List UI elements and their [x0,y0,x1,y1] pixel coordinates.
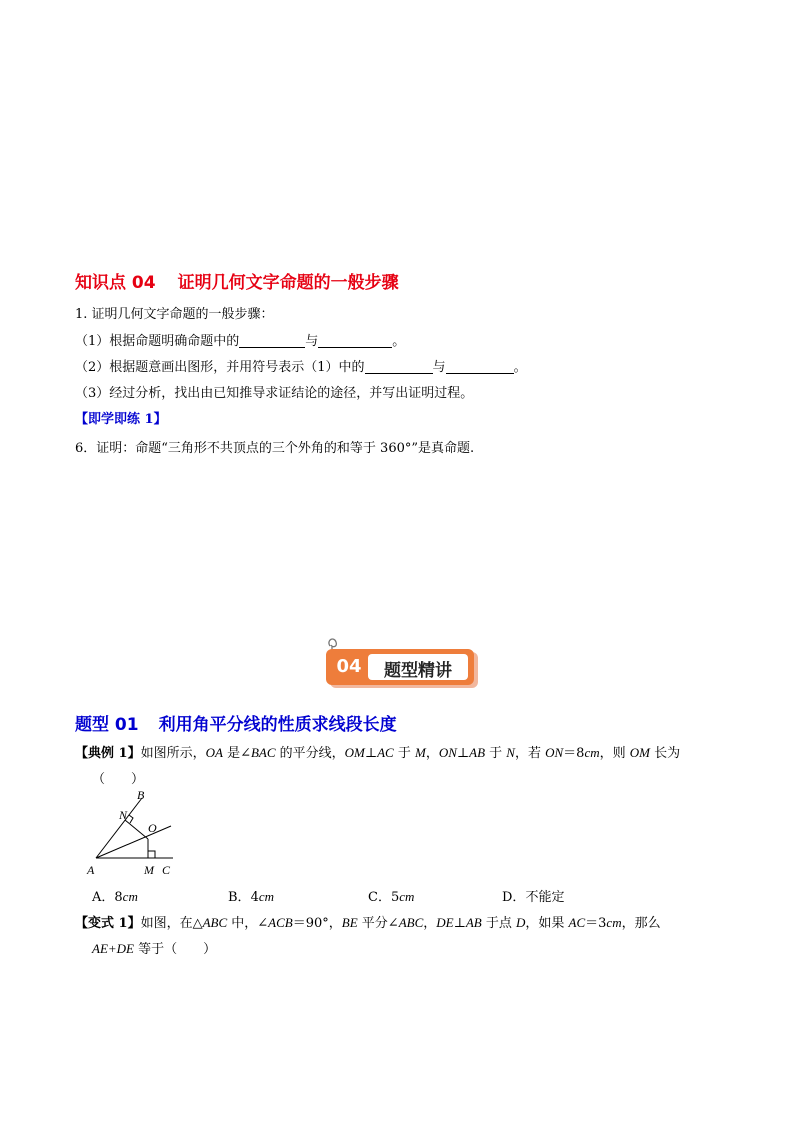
math: ON [545,745,564,760]
math: ABC [202,915,228,930]
right-angle-mark-n [129,815,133,823]
variant-1 [75,912,661,931]
step-1 [75,330,405,349]
math: OM [629,745,650,760]
option-unit: cm [258,889,275,904]
math: AE+DE [92,941,134,956]
label-a: A [87,863,95,877]
option-c[interactable] [368,886,414,905]
text: 是∠ [222,746,251,761]
option-letter: A． [92,890,115,905]
fill-blank[interactable] [239,333,305,348]
label-o: O [148,821,157,835]
text: ＝3 [585,916,607,931]
label-c: C [162,863,171,877]
math: BAC [250,745,276,760]
step-2-text: （2）根据题意画出图形，并用符号表示（1）中的 [75,360,365,375]
step-1-text: （1）根据命题明确命题中的 [75,334,240,349]
text: ，如果 [525,916,569,931]
example-tag: 【典例 1】 [75,746,141,761]
banner-number: 04 [336,656,362,677]
math: D [515,915,526,930]
text: 长为 [649,746,681,761]
text: ＝90°， [292,916,342,931]
label-b: B [137,788,145,802]
section-heading-type01 [75,710,397,735]
math: OM⊥AC [344,745,394,760]
text: 于点 [481,916,516,931]
text: ， [423,916,437,931]
bisector-oa [96,826,171,858]
answer-paren: （ ） [92,772,145,787]
heading-title: 利用角平分线的性质求线段长度 [158,715,397,735]
text: ，则 [599,746,630,761]
text: 中，∠ [227,916,269,931]
segment-on [125,820,148,839]
text: 于 [485,746,507,761]
step-3: （3）经过分析，找出由已知推导求证结论的途径，并写出证明过程。 [75,386,474,401]
heading-number: 题型 01 [75,715,139,735]
fill-blank[interactable] [318,333,392,348]
label-n: N [119,808,128,822]
option-value: 8 [114,890,123,905]
question-6: 6．证明：命题“三角形不共顶点的三个外角的和等于 360°”是真命题. [75,441,475,456]
option-letter: B． [228,890,251,905]
variant-1-line2 [92,938,216,957]
math: DE⊥AB [436,915,482,930]
math: ABC [398,915,424,930]
text: 如图所示， [140,746,206,761]
banner-title: 题型精讲 [384,661,452,681]
text: 的平分线， [275,746,345,761]
math: cm [584,745,600,760]
math: N [506,745,515,760]
text: 等于（ ） [133,942,217,957]
text: ＝8 [563,746,585,761]
clip-icon [329,639,337,647]
math: AC [568,915,586,930]
heading-title: 证明几何文字命题的一般步骤 [177,273,399,293]
step-1-and: 与 [305,334,319,349]
option-a[interactable] [92,886,138,905]
text: ，若 [514,746,546,761]
example-1 [75,742,680,761]
section-heading-kp04 [75,268,399,293]
right-angle-mark-m [148,851,155,858]
step-2-end: 。 [513,360,527,375]
option-value: 不能定 [525,890,565,905]
heading-number: 知识点 04 [75,273,156,293]
option-unit: cm [399,889,415,904]
practice-tag: 【即学即练 1】 [75,412,167,427]
math: BE [341,915,358,930]
text: 平分∠ [357,916,399,931]
text: 于 [393,746,415,761]
item-1: 1. 证明几何文字命题的一般步骤： [75,307,274,322]
geometry-figure [85,788,185,880]
step-1-end: 。 [392,334,406,349]
option-letter: C． [368,890,391,905]
text: ，那么 [621,916,661,931]
step-2 [75,356,527,375]
option-value: 4 [250,890,259,905]
option-value: 5 [390,890,400,905]
step-2-and: 与 [432,360,446,375]
math: M [415,745,426,760]
math: ACB [268,915,293,930]
math: OA [205,745,223,760]
text: 如图，在△ [140,916,203,931]
label-m: M [144,863,154,877]
fill-blank[interactable] [365,359,433,374]
math: cm [606,915,622,930]
option-letter: D． [502,890,526,905]
section-banner [324,636,480,698]
math: ON⊥AB [438,745,486,760]
option-b[interactable] [228,886,274,905]
option-d[interactable] [502,886,564,905]
fill-blank[interactable] [446,359,514,374]
option-unit: cm [122,889,138,904]
text: ， [425,746,439,761]
variant-tag: 【变式 1】 [75,916,141,931]
